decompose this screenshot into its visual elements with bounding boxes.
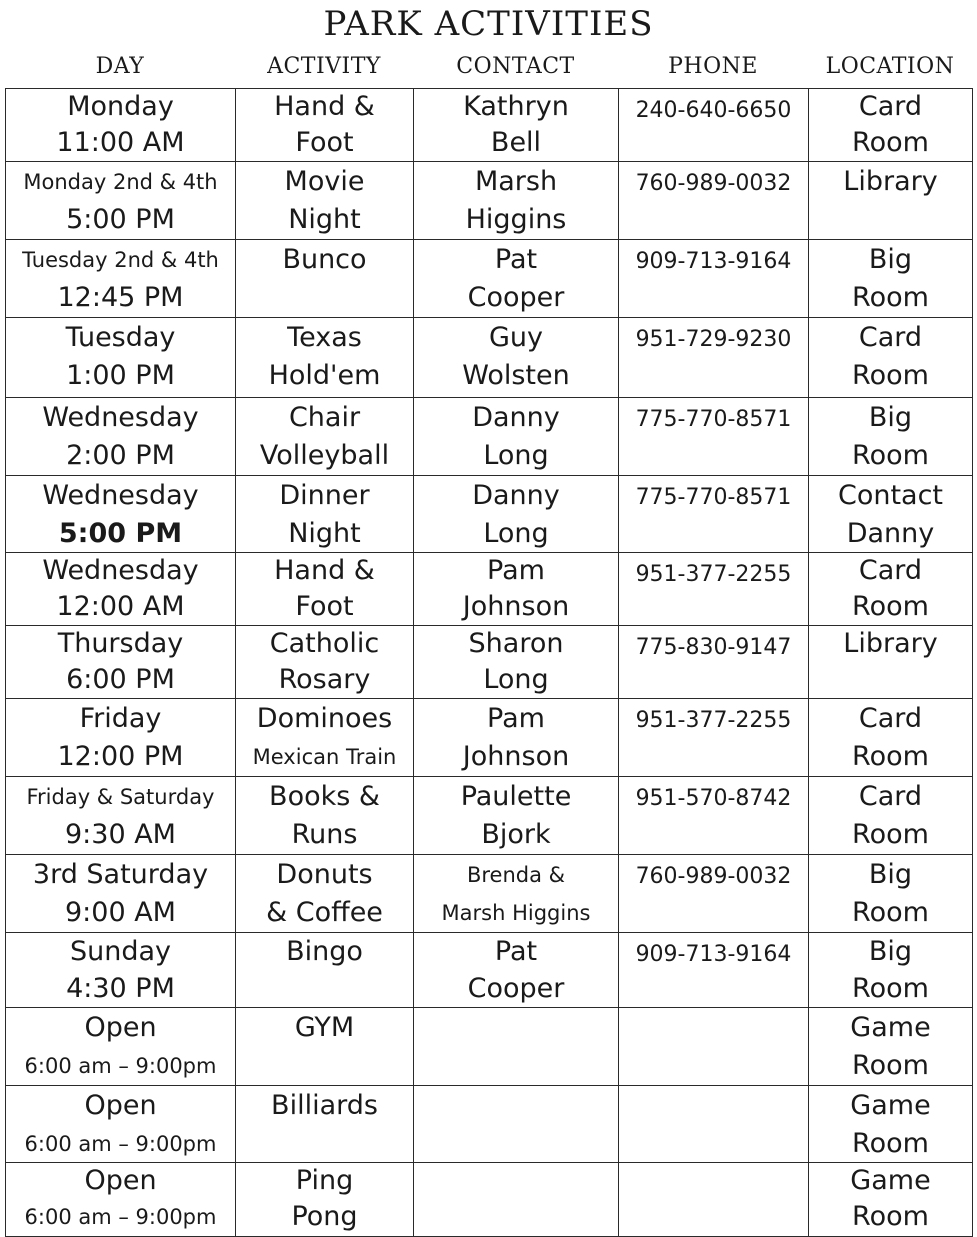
contact-line: Pat [494,244,538,275]
location-cell [809,476,973,553]
day-cell [6,933,236,1008]
location-line: Room [852,282,929,313]
day-cell [6,476,236,553]
phone-number [621,1008,806,1010]
table-row [6,240,973,318]
contact-line: Guy [488,322,543,353]
activities-table [5,88,973,1237]
location-line: Contact [837,480,944,511]
header-contact: CONTACT [456,54,575,79]
phone-cell [619,855,809,933]
time-label: 12:00 AM [56,591,185,622]
phone-number: 775-770-8571 [635,485,792,510]
contact-cell [414,318,619,398]
location-cell [809,1163,973,1237]
time-label: 6:00 am – 9:00pm [24,1205,217,1229]
day-cell [6,318,236,398]
activity-cell [236,699,414,777]
header-phone: PHONE [668,54,758,79]
time-label: 2:00 PM [66,440,175,471]
contact-cell [414,1086,619,1163]
activity-cell [236,777,414,855]
time-label: 9:00 AM [65,897,176,928]
location-line: Room [852,741,929,772]
activity-line: Dominoes [256,703,393,734]
location-cell [809,1008,973,1086]
activity-line: Dinner [279,480,370,511]
location-cell [809,699,973,777]
contact-line: Johnson [462,591,570,622]
location-line: Card [858,91,923,122]
activity-cell [236,1163,414,1237]
activity-line: Billiards [271,1090,378,1121]
phone-number: 775-770-8571 [635,407,792,432]
activity-line: Donuts [276,859,373,890]
day-cell [6,1008,236,1086]
activity-line: Volleyball [259,440,390,471]
location-cell [809,398,973,476]
activity-line: Hold'em [268,360,381,391]
activity-line: Movie [284,166,365,197]
table-row [6,626,973,699]
activity-cell [236,318,414,398]
contact-line: Cooper [467,282,565,313]
contact-line: Sharon [468,628,564,659]
contact-line: Kathryn [463,91,569,122]
day-cell [6,89,236,162]
phone-number: 240-640-6650 [635,98,792,123]
day-label: Friday [79,703,162,734]
activity-cell [236,626,414,699]
location-cell [809,318,973,398]
table-row [6,699,973,777]
time-label: 11:00 AM [56,127,185,158]
contact-line: Paulette [460,781,572,812]
activity-line: Mexican Train [252,745,397,769]
phone-cell [619,318,809,398]
contact-line: Pam [487,555,545,586]
column-headers [5,50,972,84]
contact-line: Brenda & [466,863,566,887]
table-row [6,933,973,1008]
contact-cell [414,89,619,162]
day-cell [6,1163,236,1237]
activity-line: Foot [295,127,354,158]
contact-line: Johnson [462,741,570,772]
day-label: Open [84,1012,157,1043]
time-label: 6:00 am – 9:00pm [24,1054,217,1078]
table-row [6,553,973,626]
activity-line: GYM [294,1012,355,1043]
activity-line: Rosary [278,664,371,695]
activity-cell [236,398,414,476]
location-line: Game [850,1165,931,1196]
day-cell [6,777,236,855]
location-line: Room [852,127,929,158]
activity-line: Pong [291,1201,358,1232]
location-line: Danny [846,518,935,549]
contact-line: Higgins [465,204,567,235]
contact-cell [414,553,619,626]
phone-cell [619,626,809,699]
contact-line: Marsh Higgins [441,901,591,925]
phone-cell [619,1086,809,1163]
table-row [6,398,973,476]
phone-number: 909-713-9164 [635,942,792,967]
day-label: Wednesday [42,555,199,586]
time-label: 4:30 PM [66,973,175,1004]
location-cell [809,553,973,626]
header-activity: ACTIVITY [267,54,381,79]
phone-number: 775-830-9147 [635,635,792,660]
activity-cell [236,933,414,1008]
location-line: Room [852,819,929,850]
location-line: Big [868,936,913,967]
activity-line: Night [288,518,361,549]
activity-line: Texas [287,322,362,353]
location-line: Big [868,859,913,890]
location-cell [809,89,973,162]
phone-number: 760-989-0032 [635,171,792,196]
contact-cell [414,626,619,699]
location-line: Big [868,402,913,433]
time-label: 6:00 PM [66,664,175,695]
phone-cell [619,933,809,1008]
contact-cell [414,699,619,777]
day-label: Friday & Saturday [26,785,215,809]
location-cell [809,777,973,855]
activity-line: Night [288,204,361,235]
contact-line: Pat [494,936,538,967]
activity-line: Hand & [274,555,375,586]
table-row [6,855,973,933]
location-line: Card [858,703,923,734]
location-cell [809,162,973,240]
contact-cell [414,240,619,318]
activity-cell [236,1008,414,1086]
phone-number: 951-729-9230 [635,327,792,352]
day-cell [6,398,236,476]
contact-line: Long [483,664,549,695]
location-line: Card [858,322,923,353]
day-cell [6,626,236,699]
contact-cell [414,933,619,1008]
activity-line: Ping [295,1165,354,1196]
phone-number: 951-570-8742 [635,786,792,811]
activity-line: Bingo [286,936,363,967]
location-line: Room [852,1050,929,1081]
location-cell [809,240,973,318]
day-label: Monday 2nd & 4th [23,170,218,194]
phone-cell [619,162,809,240]
table-row [6,1086,973,1163]
phone-cell [619,240,809,318]
location-line: Room [852,897,929,928]
day-label: Monday [67,91,174,122]
header-location: LOCATION [825,54,955,79]
phone-cell [619,398,809,476]
activity-cell [236,855,414,933]
phone-number [621,1086,806,1088]
activity-cell [236,162,414,240]
table-row [6,777,973,855]
contact-cell [414,162,619,240]
table-row [6,1163,973,1237]
location-line: Library [843,166,938,197]
day-cell [6,162,236,240]
contact-line: Bell [490,127,542,158]
contact-line: Bjork [481,819,551,850]
phone-cell [619,89,809,162]
location-line: Library [843,628,938,659]
activity-cell [236,89,414,162]
phone-cell [619,476,809,553]
contact-line: Long [483,440,549,471]
day-label: Thursday [57,628,184,659]
day-label: Sunday [69,936,172,967]
day-label: Tuesday [65,322,176,353]
contact-cell [414,1163,619,1237]
location-line: Room [852,440,929,471]
location-line: Game [850,1012,931,1043]
phone-number: 760-989-0032 [635,864,792,889]
day-cell [6,240,236,318]
activity-line: Runs [291,819,358,850]
location-line: Room [852,591,929,622]
activity-line: Hand & [274,91,375,122]
activity-cell [236,1086,414,1163]
activity-line: Books & [269,781,380,812]
day-cell [6,699,236,777]
location-line: Room [852,973,929,1004]
page-title: PARK ACTIVITIES [323,4,654,44]
activity-line: Chair [288,402,361,433]
time-label: 1:00 PM [66,360,175,391]
time-label: 9:30 AM [65,819,176,850]
time-label: 12:45 PM [57,282,184,313]
activity-cell [236,476,414,553]
phone-number: 951-377-2255 [635,562,792,587]
header-day: DAY [95,54,145,79]
activity-line: Foot [295,591,354,622]
location-line: Game [850,1090,931,1121]
day-cell [6,553,236,626]
day-label: Wednesday [42,480,199,511]
contact-line: Marsh [474,166,558,197]
phone-cell [619,699,809,777]
location-line: Card [858,781,923,812]
phone-cell [619,1163,809,1237]
table-row [6,89,973,162]
location-cell [809,855,973,933]
activity-cell [236,553,414,626]
location-line: Big [868,244,913,275]
contact-line: Pam [487,703,545,734]
location-cell [809,626,973,699]
contact-line: Danny [472,480,560,511]
contact-cell [414,777,619,855]
time-label: 6:00 am – 9:00pm [24,1132,217,1156]
contact-cell [414,855,619,933]
time-label: 5:00 PM [58,518,183,549]
time-label: 12:00 PM [57,741,184,772]
table-row [6,162,973,240]
activity-line: & Coffee [266,897,383,928]
contact-line: Cooper [467,973,565,1004]
activity-line: Catholic [269,628,380,659]
day-label: Wednesday [42,402,199,433]
contact-line: Wolsten [462,360,570,391]
phone-number: 951-377-2255 [635,708,792,733]
contact-line: Danny [472,402,560,433]
day-cell [6,855,236,933]
activity-line: Bunco [282,244,367,275]
contact-cell [414,476,619,553]
day-label: 3rd Saturday [32,859,209,890]
table-row [6,1008,973,1086]
time-label: 5:00 PM [66,204,175,235]
location-cell [809,933,973,1008]
location-line: Room [852,1128,929,1159]
contact-cell [414,1008,619,1086]
table-row [6,318,973,398]
location-line: Room [852,1201,929,1232]
table-row [6,476,973,553]
contact-cell [414,398,619,476]
phone-number [621,1163,806,1165]
location-line: Card [858,555,923,586]
location-cell [809,1086,973,1163]
day-cell [6,1086,236,1163]
activity-cell [236,240,414,318]
day-label: Open [84,1165,157,1196]
location-line: Room [852,360,929,391]
phone-cell [619,777,809,855]
day-label: Open [84,1090,157,1121]
contact-line: Long [483,518,549,549]
phone-number: 909-713-9164 [635,249,792,274]
phone-cell [619,1008,809,1086]
day-label: Tuesday 2nd & 4th [22,248,219,272]
phone-cell [619,553,809,626]
